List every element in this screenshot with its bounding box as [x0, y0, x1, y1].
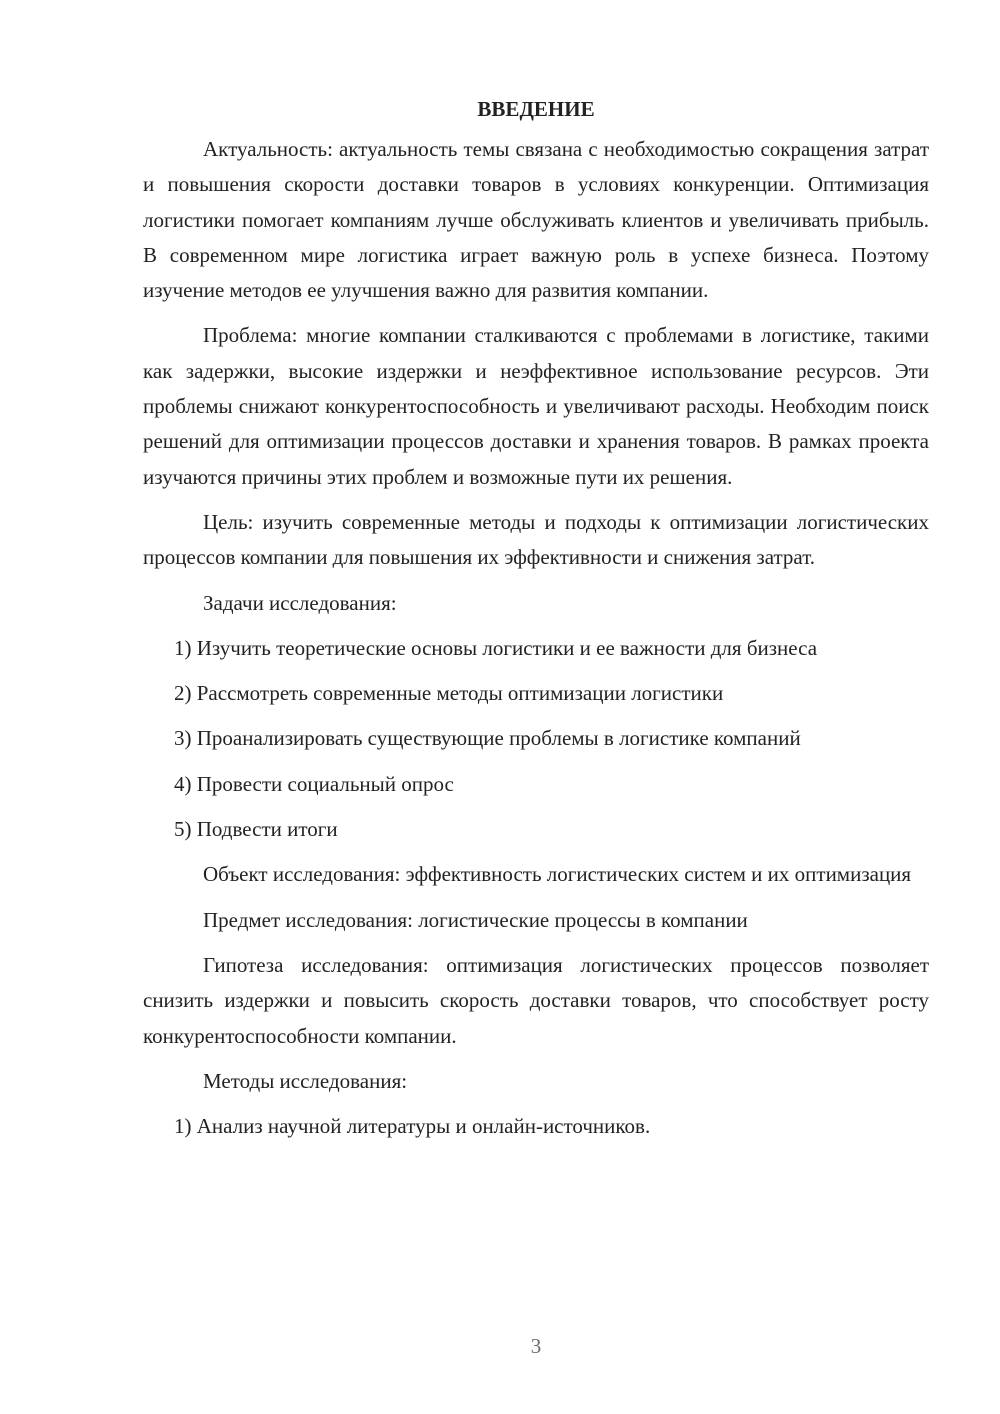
tasks-list — [143, 631, 929, 847]
methods-heading: Методы исследования: — [203, 1068, 408, 1093]
subject-paragraph: Предмет исследования: логистические процессы в компании — [203, 907, 748, 932]
relevance-paragraph: Актуальность: актуальность темы связана с необходимостью сокращения затрат и повышения скорости доставки товаров в условиях конкуренции. Оптимизация логистики помогает компаниям лучше обслуживать клиентов и увеличивать прибыль. В современном мире логистика играет важную роль в успехе бизнеса. Поэтому изучение методов ее улучшения важно для развития компании. — [143, 137, 929, 303]
list-item: 2) Рассмотреть современные методы оптимизации логистики — [174, 681, 724, 706]
object-paragraph: Объект исследования: эффективность логистических систем и их оптимизация — [203, 862, 912, 887]
methods-list — [143, 1109, 929, 1144]
section-title: ВВЕДЕНИЕ — [477, 97, 595, 121]
list-item: 1) Анализ научной литературы и онлайн-источников. — [174, 1114, 651, 1139]
list-item: 1) Изучить теоретические основы логистики и ее важности для бизнеса — [174, 635, 818, 660]
hypothesis-paragraph: Гипотеза исследования: оптимизация логистических процессов позволяет снизить издержки и повысить скорость доставки товаров, что способствует росту конкурентоспособности компании. — [143, 952, 929, 1048]
document-page — [143, 92, 929, 1154]
tasks-heading: Задачи исследования: — [203, 590, 397, 615]
page-number: 3 — [530, 1334, 542, 1358]
problem-paragraph: Проблема: многие компании сталкиваются с проблемами в логистике, такими как задержки, высокие издержки и неэффективное использование ресурсов. Эти проблемы снижают конкурентоспособность и увеличивают расходы. Необходим поиск решений для оптимизации процессов доставки и хранения товаров. В рамках проекта изучаются причины этих проблем и возможные пути их решения. — [143, 323, 929, 489]
list-item: 3) Проанализировать существующие проблемы в логистике компаний — [174, 726, 801, 751]
list-item: 5) Подвести итоги — [174, 817, 338, 842]
list-item: 4) Провести социальный опрос — [174, 771, 454, 796]
goal-paragraph: Цель: изучить современные методы и подходы к оптимизации логистических процессов компании для повышения их эффективности и снижения затрат. — [143, 509, 929, 570]
